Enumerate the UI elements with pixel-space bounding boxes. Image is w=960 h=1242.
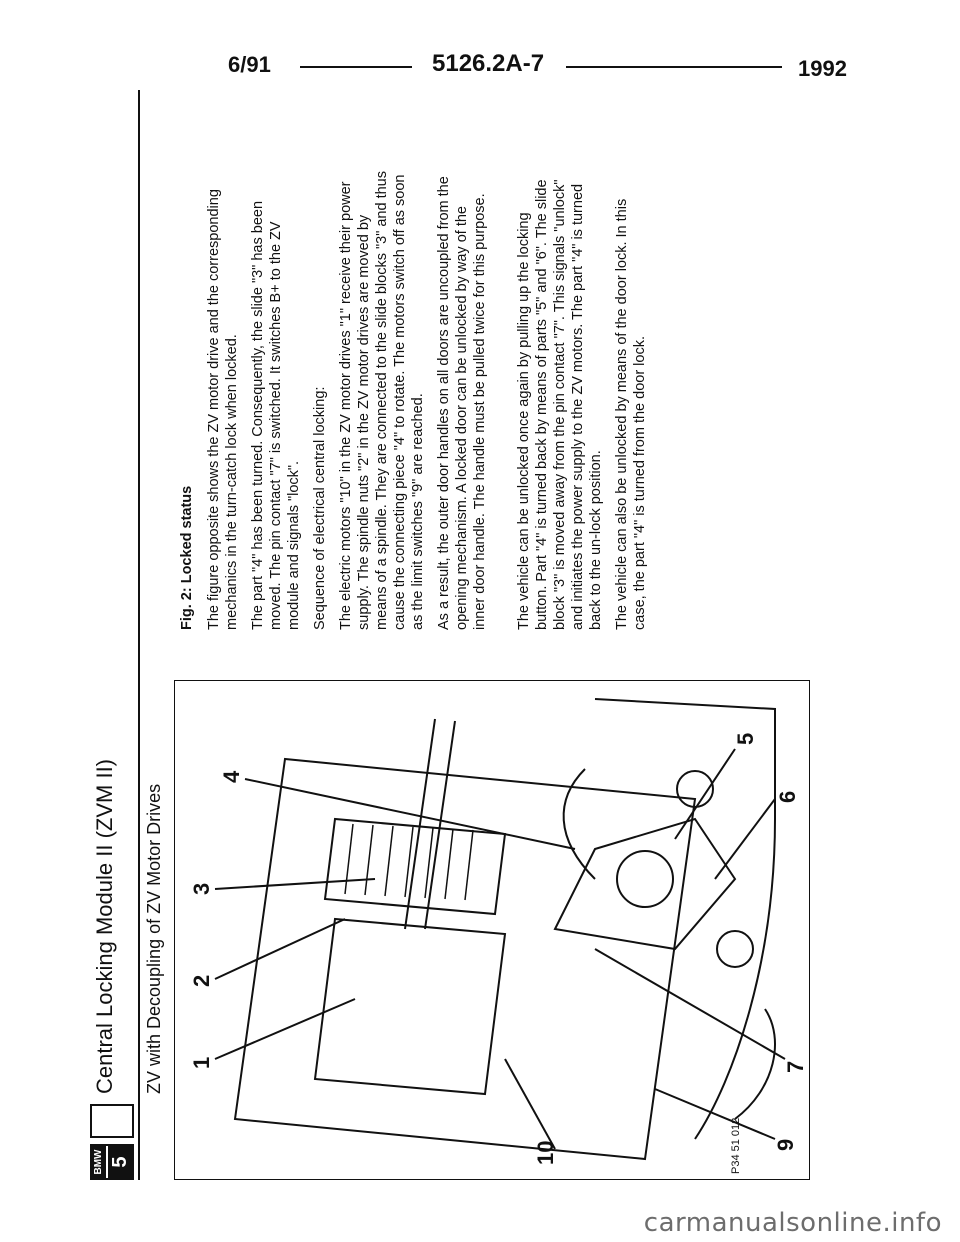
rotation-arrow-lower (735, 1009, 775, 1119)
callout-4: 4 (219, 770, 244, 783)
page-date: 6/91 (228, 52, 271, 77)
callout-7: 7 (783, 1060, 808, 1073)
bmw-logo-text: BMW (92, 1146, 106, 1178)
paragraph-5: As a result, the outer door handles on all doors are uncoupled from the opening mechanism. A locked door can be unlocked by way of the inner door handle. The handle must be pulled twice for this purpose. (436, 176, 488, 630)
title-rule (138, 90, 140, 1180)
connecting-piece (555, 819, 735, 949)
callout-9: 9 (773, 1138, 798, 1151)
paragraph-2: The part "4" has been turned. Consequently, the slide "3" has been moved. The pin contact "7" is switched. It switches B+ to the ZV module and signals "lock". (250, 200, 302, 630)
callout-5: 5 (733, 732, 758, 745)
bmw-series-number: 5 (106, 1146, 132, 1178)
logo-empty-box (90, 1104, 134, 1138)
figure-reference: P34 51 012 (730, 1117, 742, 1174)
paragraph-7: The vehicle can also be unlocked by means of the door lock. In this case, the part "4" is turned from the door lock. (614, 198, 648, 630)
locked-status-figure (174, 680, 810, 1180)
body-text (178, 170, 657, 630)
leader-line (215, 999, 355, 1059)
header-rule-right (566, 66, 782, 68)
page-body (90, 90, 920, 1180)
callout-1: 1 (189, 1056, 214, 1069)
document-number: 5126.2A-7 (432, 50, 545, 77)
callout-10: 10 (533, 1140, 558, 1165)
paragraph-6: The vehicle can be unlocked once again by pulling up the locking button. Part "4" is turned back by means of parts "5" and "6". The slide block "3" is moved away from the pin contact "7". This signals "unlock" and initiates the power supply to the ZV motors. The part "4" is turned back to the un-lock position. (516, 179, 604, 630)
lock-body (595, 699, 775, 1139)
page-subtitle: ZV with Decoupling of ZV Motor Drives (144, 783, 164, 1094)
page-title: Central Locking Module II (ZVM II) (92, 758, 117, 1094)
figure-caption: Fig. 2: Locked status (179, 485, 195, 630)
callout-3: 3 (189, 882, 214, 895)
watermark: carmanualsonline.info (643, 1208, 942, 1238)
gear-teeth (345, 824, 353, 894)
pivot-circle (617, 851, 673, 907)
rotation-arrow-upper (564, 769, 595, 879)
paragraph-3: Sequence of electrical central locking: (312, 386, 328, 630)
paragraph-1: The figure opposite shows the ZV motor drive and the corresponding mechanics in the turn-catch lock when locked. (206, 189, 240, 630)
callout-2: 2 (189, 974, 214, 987)
callout-6: 6 (775, 790, 800, 803)
paragraph-4: The electric motors "10" in the ZV motor drives "1" receive their power supply. The spindle nuts "2" in the ZV motor drives are moved by means of a spindle. They are connected to the slide blocks "3" and thus cause the connecting piece "4" to rotate. The motors switch off as soon as the limit switches "9" are reached. (338, 170, 426, 630)
mechanism-drawing (175, 680, 810, 1179)
page-year: 1992 (798, 56, 847, 81)
electric-motor (315, 919, 505, 1094)
header-rule-left (300, 66, 412, 68)
bmw-logo (90, 1144, 134, 1180)
motor-drive-housing (235, 759, 695, 1159)
